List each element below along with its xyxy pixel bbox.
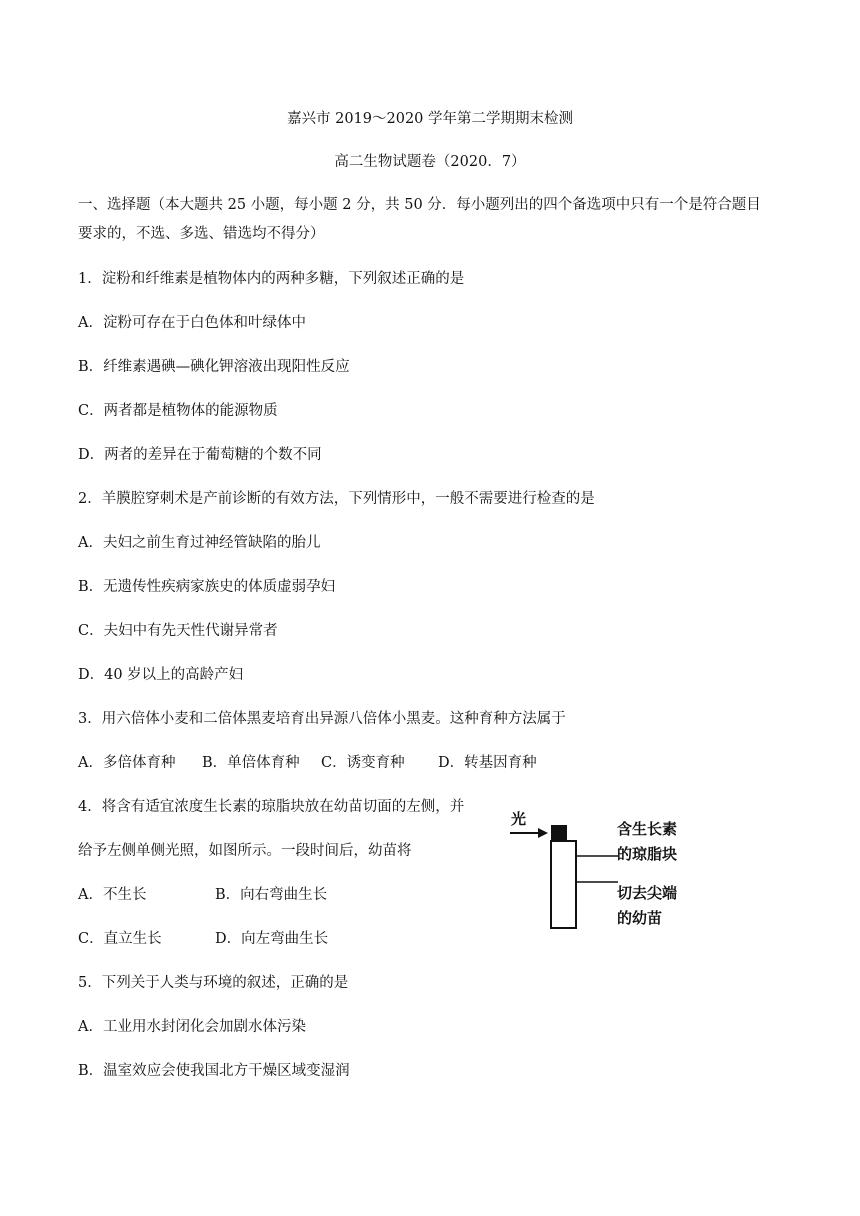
question-4-stem-line-2: 给予左侧单侧光照，如图所示。一段时间后，幼苗将 [78,843,412,859]
question-1-option-b: B．纤维素遇碘—碘化钾溶液出现阳性反应 [78,359,350,375]
question-2-stem: 2．羊膜腔穿刺术是产前诊断的有效方法，下列情形中，一般不需要进行检查的是 [78,491,595,507]
seedling-label-line-2: 的幼苗 [617,909,663,927]
light-label: 光 [511,810,527,828]
question-2-option-d: D．40 岁以上的高龄产妇 [78,667,244,683]
exam-title: 嘉兴市 2019～2020 学年第二学期期末检测 [286,111,574,127]
question-4-option-c: C．直立生长 [78,931,162,947]
exam-subtitle: 高二生物试题卷（2020．7） [334,154,526,170]
seedling-label-line-1: 切去尖端 [617,884,678,902]
cut-seedling [551,841,576,928]
question-5-stem: 5．下列关于人类与环境的叙述，正确的是 [78,975,349,991]
question-3-option-c: C．诱变育种 [321,755,405,771]
question-1-option-c: C．两者都是植物体的能源物质 [78,403,278,419]
question-5-option-b: B．温室效应会使我国北方干燥区域变湿润 [78,1063,350,1079]
agar-block [551,825,567,841]
light-arrowhead [538,828,548,838]
question-2-option-b: B．无遗传性疾病家族史的体质虚弱孕妇 [78,579,336,595]
question-4-options-row-2 [78,929,328,949]
question-3-option-b: B．单倍体育种 [202,755,300,771]
question-5-option-a: A．工业用水封闭化会加剧水体污染 [78,1019,306,1035]
question-3-option-a: A．多倍体育种 [78,755,176,771]
question-4-option-b: B．向右弯曲生长 [215,887,328,903]
question-1-stem: 1．淀粉和纤维素是植物体内的两种多糖，下列叙述正确的是 [78,271,465,287]
question-4-options-row-1 [78,885,327,905]
section-instructions-line-2: 要求的，不选、多选、错选均不得分） [78,226,325,242]
question-2-option-c: C．夫妇中有先天性代谢异常者 [78,623,278,639]
question-2-option-a: A．夫妇之前生育过神经管缺陷的胎儿 [78,535,321,551]
question-1-option-d: D．两者的差异在于葡萄糖的个数不同 [78,447,322,463]
seedling-figure [490,804,710,940]
question-1-option-a: A．淀粉可存在于白色体和叶绿体中 [78,315,306,331]
question-3-options [78,753,537,773]
agar-label-line-1: 含生长素 [617,820,678,838]
question-3-option-d: D．转基因育种 [438,755,537,771]
agar-label-line-2: 的琼脂块 [617,845,678,863]
section-instructions-line-1: 一、选择题（本大题共 25 小题，每小题 2 分，共 50 分．每小题列出的四个备选项中只有一个是符合题目 [78,197,761,213]
question-3-stem: 3．用六倍体小麦和二倍体黑麦培育出异源八倍体小黑麦。这种育种方法属于 [78,711,566,727]
question-4-stem-line-1: 4．将含有适宜浓度生长素的琼脂块放在幼苗切面的左侧，并 [78,799,465,815]
question-4-option-d: D．向左弯曲生长 [215,931,329,947]
question-4-option-a: A．不生长 [78,887,147,903]
